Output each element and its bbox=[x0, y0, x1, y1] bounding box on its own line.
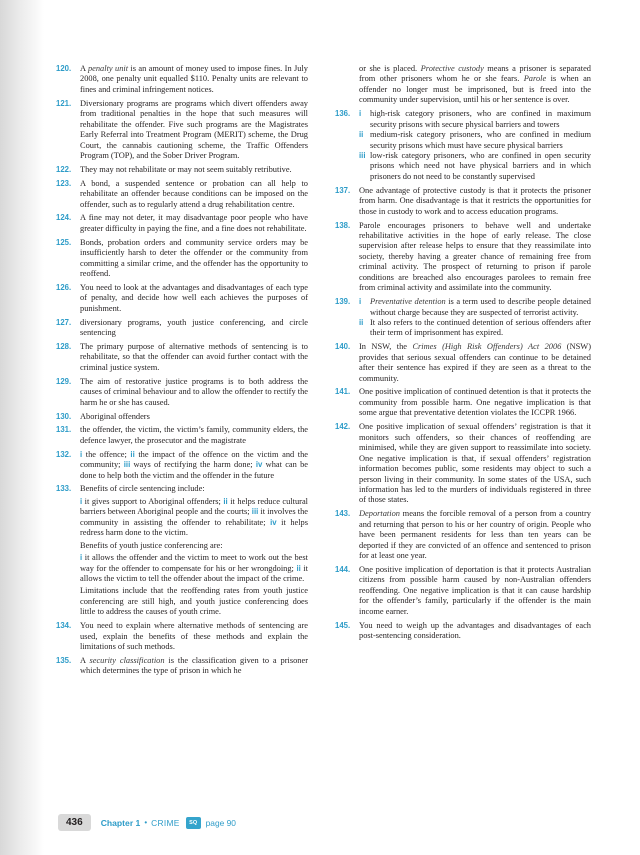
text-run: One positive implication of sexual offenders’ registration is that it monitors such offenders, so their chances of reoffending are minimised, while they are given support to reassimilate into society. One negative implication is that, if sexual offenders’ registration information becomes public, some residents may object to such a person living in their community. In some states of the USA, such information has led to the murders of individuals registered in three of those states. bbox=[359, 422, 591, 505]
item-label: ii bbox=[296, 563, 301, 573]
page-footer bbox=[58, 814, 236, 831]
sub-item bbox=[359, 151, 591, 182]
answer-entry bbox=[56, 99, 308, 162]
text-run: the offence; bbox=[82, 449, 131, 459]
right-column bbox=[335, 64, 591, 645]
text-run: A fine may not deter, it may disadvantage poor people who have greater difficulty in paying the fine, and a fine does not rehabilitate. bbox=[80, 213, 308, 233]
text-run: You need to explain where alternative methods of sentencing are used, explain the benefits of these methods and explain the limitations of such methods. bbox=[80, 621, 308, 652]
answer-text bbox=[359, 221, 591, 294]
item-label: i bbox=[80, 553, 83, 563]
text-run: A bbox=[80, 655, 90, 665]
left-column bbox=[56, 64, 308, 680]
text-run: what can be done to help both the victim and the offender in the future bbox=[80, 460, 309, 480]
italic-term: Preventative detention bbox=[370, 297, 446, 307]
answer-number: 120. bbox=[56, 64, 72, 73]
answer-number: 128. bbox=[56, 342, 72, 351]
text-run: One positive implication of deportation is that it protects Australian citizens from possible harm caused by non-Australian offenders reoffending. One negative implication is that it can cause hardship for the offender’s family, particularly if the offender is the main income earner. bbox=[359, 564, 591, 616]
topic-label: CRIME bbox=[151, 817, 180, 828]
text-run: the impact of the offence on the victim and the community; bbox=[80, 449, 308, 470]
answer-entry bbox=[56, 450, 308, 481]
sub-item-label: i bbox=[359, 109, 362, 119]
text-run: is the classification given to a prisoner which determines the type of prison in which he bbox=[80, 655, 308, 676]
answer-text bbox=[80, 238, 308, 280]
answer-paragraph: Limitations include that the reoffending rates from youth justice conferencing are still high, and youth justice conferencing does little to address the causes of youth crime. bbox=[80, 586, 308, 617]
answer-continuation bbox=[335, 64, 591, 106]
answer-number: 133. bbox=[56, 484, 72, 494]
answer-text bbox=[359, 509, 591, 561]
answer-number: 137. bbox=[335, 185, 351, 195]
item-label: iii bbox=[123, 460, 131, 470]
text-run: means a prisoner is separated from other prisoners whom he or she fears. bbox=[359, 64, 591, 84]
answer-entry bbox=[335, 387, 591, 418]
answer-number: 123. bbox=[56, 178, 72, 188]
answer-number: 124. bbox=[56, 213, 72, 223]
item-label: iv bbox=[270, 517, 277, 527]
text-run: or she is placed. bbox=[359, 64, 421, 73]
answer-entry bbox=[56, 213, 308, 234]
answer-number: 127. bbox=[56, 317, 72, 327]
answer-text bbox=[80, 64, 308, 95]
text-run: it helps redress harm done to the victim. bbox=[80, 517, 308, 538]
item-label: i bbox=[80, 449, 83, 459]
answer-intro: Benefits of circle sentencing include: bbox=[80, 484, 205, 494]
text-run: is a term used to describe people detained without charge because they are suspected of terrorist activity. bbox=[370, 297, 591, 317]
text-run: means the forcible removal of a person from a country and returning that person to his or her country of origin. People who have been permanent residents for less than ten years can be deported if they are convicted of an offence and sentenced to prison for at least one year. bbox=[359, 509, 591, 561]
sub-item-text: high-risk category prisoners, who are confined in maximum security prisons with secure physical barriers and towers bbox=[370, 109, 591, 129]
answer-number: 131. bbox=[56, 425, 72, 435]
answer-entry bbox=[335, 186, 591, 217]
answer-text bbox=[80, 412, 308, 422]
text-run: It also refers to the continued detention of serious offenders after their term of imprisonment has expired. bbox=[370, 317, 591, 338]
text-run: You need to weigh up the advantages and disadvantages of each post-sentencing consideration. bbox=[359, 620, 591, 641]
answer-number: 143. bbox=[335, 509, 351, 519]
sub-item bbox=[359, 130, 591, 151]
answer-entry bbox=[56, 621, 308, 652]
text-run: You need to look at the advantages and disadvantages of each type of penalty, and decide how well each achieves the purposes of punishment. bbox=[80, 282, 308, 313]
answer-text bbox=[80, 213, 308, 234]
text-run: Aboriginal offenders bbox=[80, 411, 150, 421]
answer-number: 122. bbox=[56, 164, 72, 174]
text-run: Diversionary programs are programs which divert offenders away from traditional penalties in the hope that such measures will rehabilitate the offender. Five such programs are the Magistrates Early Referral into Treatment Program (MERIT) scheme, the Drug Court, the cannabis cautioning scheme, the Traffic Offenders Program (TOP), and the Sober Driver Program. bbox=[80, 98, 308, 161]
text-run: They may not rehabilitate or may not seem suitably retributive. bbox=[80, 164, 292, 174]
sub-item-label: ii bbox=[359, 317, 364, 327]
question-reference-icon: SQ bbox=[186, 817, 201, 829]
text-run: (NSW) provides that serious sexual offenders can continue to be detained after their sentence has expired if they are seen as a threat to the community. bbox=[359, 342, 591, 383]
text-run: is when an offender no longer must be imprisoned, but is freed into the community under supervision, until his or her sentence is over. bbox=[359, 74, 591, 105]
text-run: ways of rectifying the harm done; bbox=[130, 460, 256, 470]
italic-term: penalty unit bbox=[87, 64, 129, 73]
answer-entry bbox=[56, 318, 308, 339]
answer-text bbox=[359, 186, 591, 217]
answer-number: 129. bbox=[56, 376, 72, 386]
item-label: ii bbox=[223, 496, 228, 506]
text-run: diversionary programs, youth justice conferencing, and circle sentencing bbox=[80, 317, 308, 338]
text-run: One positive implication of continued detention is that it protects the community from possible harm. One negative implication is that some argue that preventative detention violates the ICCPR 1966. bbox=[359, 387, 591, 418]
answer-text bbox=[80, 342, 308, 373]
answer-number: 130. bbox=[56, 411, 72, 421]
answer-text bbox=[80, 99, 308, 162]
text-run: One advantage of protective custody is that it protects the prisoner from harm. One disadvantage is that it restricts the opportunities for those in custody to work and to access education programs. bbox=[359, 185, 591, 216]
text-run: it allows the victim to tell the offender about the impact of the crime. bbox=[80, 563, 308, 584]
sub-item-text: low-risk category prisoners, who are confined in open security prisons which need not have physical barriers and in which prisoners do not need to be constantly supervised bbox=[370, 151, 591, 181]
text-run: it involves the community in assisting the offender to rehabilitate; bbox=[80, 507, 308, 527]
answer-entry bbox=[56, 656, 308, 677]
text-run: it allows the offender and the victim to meet to work out the best way for the offender to compensate for his or her wrongdoing; bbox=[80, 553, 308, 573]
answer-number: 125. bbox=[56, 237, 72, 247]
text-run: Bonds, probation orders and community service orders may be insufficiently harsh to deter the offender or the community from committing a similar crime, and the offender has the opportunity to reoffend. bbox=[80, 237, 308, 279]
answer-entry bbox=[335, 422, 591, 506]
text-run: The aim of restorative justice programs is to both address the causes of criminal behaviour and to allow the offender to rectify the harm he or she has caused. bbox=[80, 376, 308, 407]
answer-number: 136. bbox=[335, 109, 351, 119]
answer-entry bbox=[56, 238, 308, 280]
answer-text bbox=[359, 422, 591, 506]
answer-text bbox=[359, 342, 591, 384]
sub-item-label: ii bbox=[359, 130, 364, 140]
text-run: Parole encourages prisoners to behave well and undertake rehabilitative activities in the hope of early release. The close supervision after release helps to ensure that they reassimilate into society, thereby having a greater chance of remaining free from criminal activity. The prospect of returning to prison if parole conditions are breached also encourages parolees to remain free from criminal activity and assimilate into the community. bbox=[359, 220, 591, 293]
answer-entry bbox=[56, 179, 308, 210]
answer-text bbox=[80, 377, 308, 408]
answer-entry bbox=[335, 342, 591, 384]
page-number: 436 bbox=[58, 814, 91, 831]
answer-number: 140. bbox=[335, 342, 351, 352]
answer-text bbox=[80, 179, 308, 210]
answer-entry bbox=[56, 484, 308, 617]
italic-term: Parole bbox=[523, 74, 547, 84]
answer-text bbox=[80, 425, 308, 446]
text-run: the offender, the victim, the victim’s family, community elders, the defence lawyer, the prosecutor and the magistrate bbox=[80, 425, 308, 445]
sub-item-text: medium-risk category prisoners, who are confined in medium security prisons which must have secure physical barriers bbox=[370, 130, 591, 150]
item-label: iv bbox=[255, 460, 263, 470]
answer-intro: Benefits of youth justice conferencing are: bbox=[80, 540, 223, 550]
answer-entry bbox=[56, 283, 308, 314]
text-run: The primary purpose of alternative methods of sentencing is to rehabilitate, so that the offender can avoid further contact with the criminal justice system. bbox=[80, 342, 308, 372]
answer-entry bbox=[335, 509, 591, 561]
answer-entry bbox=[335, 297, 591, 339]
answer-number: 142. bbox=[335, 422, 351, 432]
answer-number: 144. bbox=[335, 564, 351, 574]
answer-entry bbox=[335, 221, 591, 294]
italic-term: Protective custody bbox=[420, 64, 484, 73]
text-run: it helps reduce cultural barriers between Aboriginal people and the courts; bbox=[80, 496, 309, 517]
reference-page-link[interactable]: page 90 bbox=[205, 817, 236, 828]
answer-text bbox=[80, 283, 308, 314]
answer-number: 134. bbox=[56, 621, 72, 631]
answer-number: 135. bbox=[56, 655, 72, 665]
answer-text bbox=[80, 621, 308, 652]
answer-text bbox=[80, 165, 308, 175]
answer-number: 121. bbox=[56, 98, 72, 108]
sub-item bbox=[359, 109, 591, 130]
sub-item-label: iii bbox=[359, 151, 366, 161]
sub-item bbox=[359, 297, 591, 318]
sub-item bbox=[359, 318, 591, 339]
italic-term: Deportation bbox=[359, 509, 400, 519]
text-run: In NSW, the bbox=[359, 342, 413, 352]
answer-entry bbox=[56, 64, 308, 95]
answer-text bbox=[359, 621, 591, 642]
answer-text bbox=[80, 450, 308, 481]
answer-number: 138. bbox=[335, 220, 351, 230]
answer-entry bbox=[56, 377, 308, 408]
item-label: iii bbox=[251, 507, 259, 517]
answer-number: 145. bbox=[335, 620, 351, 630]
item-label: i bbox=[80, 496, 83, 506]
answer-text bbox=[80, 318, 308, 339]
answer-entry bbox=[335, 621, 591, 642]
sub-item-label: i bbox=[359, 297, 362, 307]
answer-text bbox=[80, 656, 308, 677]
answer-entry bbox=[56, 412, 308, 422]
bullet-separator: • bbox=[144, 818, 148, 827]
text-run: A bond, a suspended sentence or probation can all help to rehabilitate an offender because conditions can be imposed on the offender, such as to regularly attend a drug rehabilitation centre. bbox=[80, 178, 308, 209]
answer-paragraph bbox=[80, 497, 308, 539]
item-label: ii bbox=[130, 449, 135, 459]
answer-entry bbox=[335, 109, 591, 182]
italic-term: security classification bbox=[89, 655, 165, 665]
answer-text bbox=[359, 387, 591, 418]
text-run: A bbox=[80, 64, 88, 73]
answer-number: 139. bbox=[335, 297, 351, 307]
answer-entry bbox=[56, 165, 308, 175]
text-run: is an amount of money used to impose fines. In July 2008, one penalty unit equalled $110. Penalty units are relevant to fines and criminal infringement notices. bbox=[80, 64, 308, 94]
text-run: it gives support to Aboriginal offenders; bbox=[82, 496, 224, 506]
answer-entry bbox=[56, 342, 308, 373]
answer-number: 141. bbox=[335, 387, 351, 397]
answer-number: 132. bbox=[56, 449, 72, 459]
italic-term: Crimes (High Risk Offenders) Act 2006 bbox=[412, 342, 562, 352]
answer-number: 126. bbox=[56, 282, 72, 292]
page-edge-shadow bbox=[0, 0, 44, 855]
chapter-label: Chapter 1 bbox=[100, 817, 141, 828]
answer-entry bbox=[56, 425, 308, 446]
answer-paragraph bbox=[80, 553, 308, 584]
answer-entry bbox=[335, 565, 591, 617]
answer-text bbox=[359, 565, 591, 617]
